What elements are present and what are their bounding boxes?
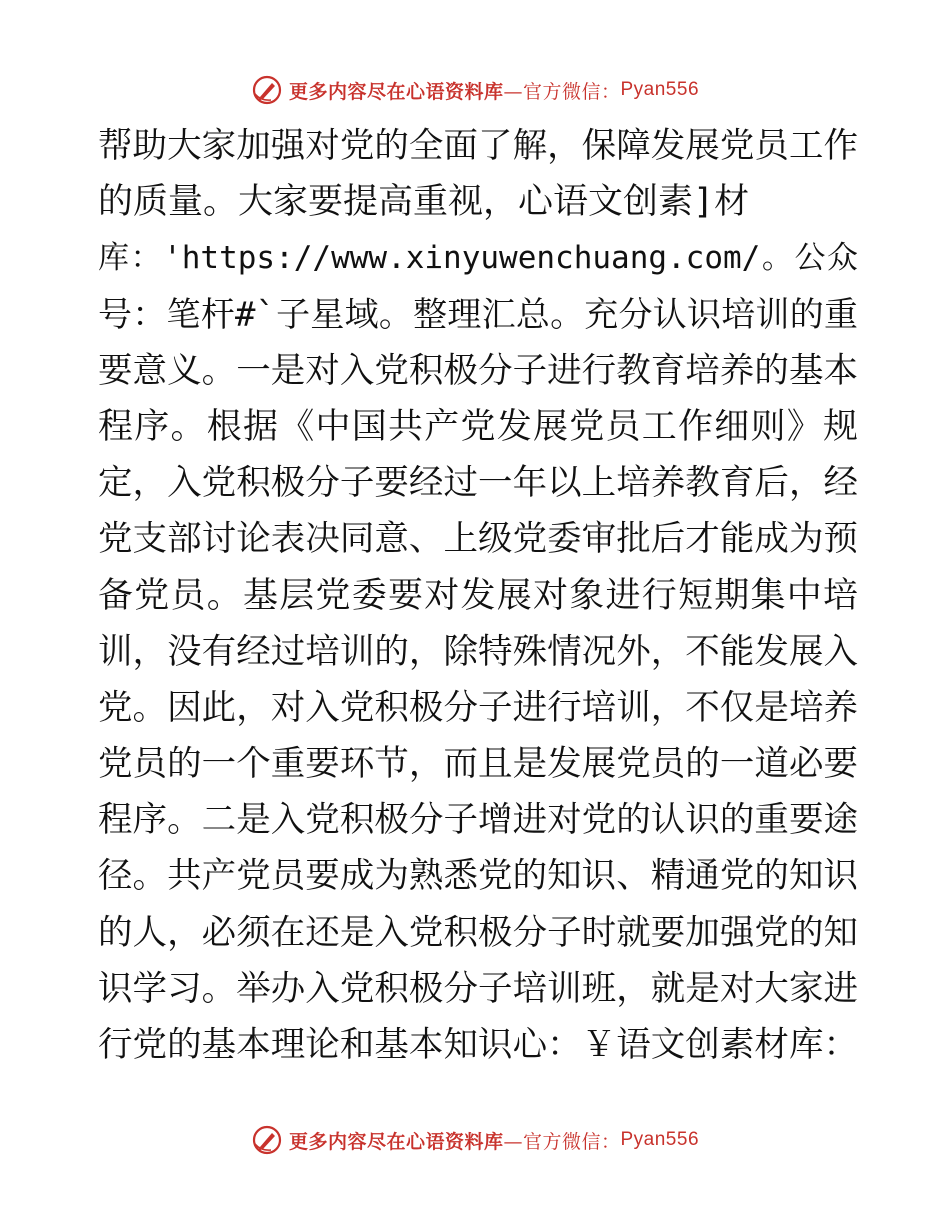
body-line: 径。共产党员要成为熟悉党的知识、精通党的知识 <box>98 856 858 897</box>
body-line: 识学习。举办入党积极分子培训班，就是对大家进 <box>98 968 858 1009</box>
header-banner <box>0 70 950 110</box>
body-line: 程序。二是入党积极分子增进对党的认识的重要途 <box>98 800 858 841</box>
body-line: 的质量。大家要提高重视，心语文创素]材 <box>98 182 750 223</box>
banner-sub-text: —官方微信： <box>503 1130 621 1153</box>
body-line: 备党员。基层党委要对发展对象进行短期集中培 <box>98 575 858 616</box>
banner-main-text: 更多内容尽在心语资料库 <box>288 80 504 103</box>
banner-wechat-handle: Pyan556 <box>620 1129 700 1150</box>
banner-wechat-handle: Pyan556 <box>620 79 700 100</box>
banner-sub-text: —官方微信： <box>503 80 621 103</box>
pen-circle-logo-icon <box>251 74 283 106</box>
body-line: 党员的一个重要环节，而且是发展党员的一道必要 <box>98 744 858 785</box>
footer-banner <box>0 1120 950 1160</box>
body-line: 号：笔杆#`子星域。整理汇总。充分认识培训的重 <box>98 294 858 335</box>
body-line: 行党的基本理论和基本知识心：￥语文创素材库： <box>98 1025 858 1065</box>
body-line: 党支部讨论表决同意、上级党委审批后才能成为预 <box>98 519 858 560</box>
body-line: 帮助大家加强对党的全面了解，保障发展党员工作 <box>98 126 858 166</box>
body-text <box>98 118 858 1073</box>
body-line: 党。因此，对入党积极分子进行培训，不仅是培养 <box>98 687 858 728</box>
body-line: 的人，必须在还是入党积极分子时就要加强党的知 <box>98 912 858 953</box>
body-line: 程序。根据《中国共产党发展党员工作细则》规 <box>98 406 858 447</box>
banner-main-text: 更多内容尽在心语资料库 <box>288 1130 504 1153</box>
body-line: 定，入党积极分子要经过一年以上培养教育后，经 <box>98 463 858 504</box>
body-line: 训，没有经过培训的，除特殊情况外，不能发展入 <box>98 631 858 672</box>
body-line: 库：'https://www.xinyuwenchuang.com/。公众 <box>98 240 858 277</box>
pen-circle-logo-icon <box>251 1124 283 1156</box>
body-line: 要意义。一是对入党积极分子进行教育培养的基本 <box>98 350 858 391</box>
